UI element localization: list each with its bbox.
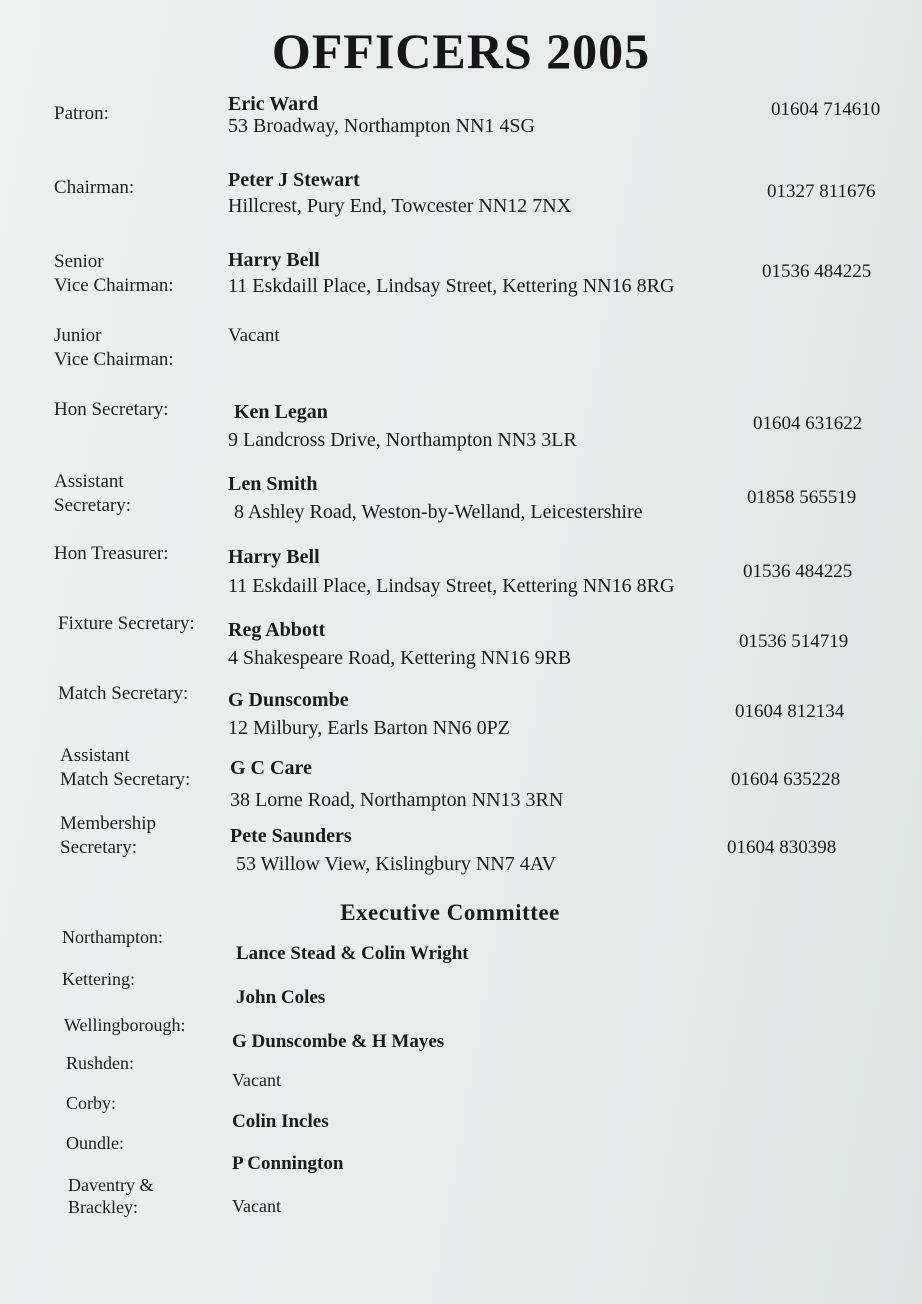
committee-area-label: Corby: bbox=[66, 1093, 117, 1113]
officer-address: 53 Willow View, Kislingbury NN7 4AV bbox=[236, 853, 557, 875]
officer-phone: 01604 830398 bbox=[727, 837, 837, 858]
role-label: Assistant Secretary: bbox=[54, 471, 132, 516]
officer-phone: 01604 631622 bbox=[753, 413, 863, 434]
role-label: Hon Treasurer: bbox=[54, 543, 169, 564]
committee-area-label: Oundle: bbox=[66, 1133, 124, 1153]
officer-name: Harry Bell bbox=[228, 546, 320, 568]
officer-address: 11 Eskdaill Place, Lindsay Street, Kettering NN16 8RG bbox=[228, 275, 675, 297]
role-label: Membership Secretary: bbox=[60, 813, 157, 858]
role-label: Senior Vice Chairman: bbox=[54, 251, 174, 296]
officer-name: Harry Bell bbox=[228, 249, 320, 271]
role-label: Assistant Match Secretary: bbox=[60, 745, 191, 790]
officer-phone: 01327 811676 bbox=[767, 181, 876, 202]
page-title: OFFICERS 2005 bbox=[271, 23, 651, 79]
role-label: Chairman: bbox=[54, 177, 135, 198]
officer-name: Reg Abbott bbox=[228, 619, 326, 641]
committee-area-label: Northampton: bbox=[62, 927, 163, 947]
vacant-label: Vacant bbox=[232, 1070, 281, 1090]
executive-committee-heading: Executive Committee bbox=[340, 900, 560, 925]
officer-phone: 01536 514719 bbox=[739, 631, 849, 652]
role-label: Junior Vice Chairman: bbox=[54, 325, 174, 370]
officer-address: 38 Lorne Road, Northampton NN13 3RN bbox=[230, 789, 564, 811]
officer-phone: 01604 714610 bbox=[771, 99, 881, 120]
officer-address: Hillcrest, Pury End, Towcester NN12 7NX bbox=[228, 195, 572, 217]
committee-area-label: Daventry & Brackley: bbox=[68, 1175, 154, 1217]
committee-area-label: Rushden: bbox=[66, 1053, 135, 1073]
vacant-label: Vacant bbox=[232, 1196, 281, 1216]
officer-address: 8 Ashley Road, Weston-by-Welland, Leicestershire bbox=[234, 501, 643, 523]
committee-member-name: P Connington bbox=[232, 1153, 344, 1174]
role-label: Patron: bbox=[54, 103, 109, 124]
officer-address: 12 Milbury, Earls Barton NN6 0PZ bbox=[228, 717, 511, 739]
officer-name: Peter J Stewart bbox=[228, 169, 360, 191]
committee-area-label: Wellingborough: bbox=[64, 1015, 186, 1035]
officer-address: 53 Broadway, Northampton NN1 4SG bbox=[228, 115, 536, 137]
officer-phone: 01604 812134 bbox=[735, 701, 845, 722]
officer-address: 9 Landcross Drive, Northampton NN3 3LR bbox=[228, 429, 577, 451]
officer-name: Pete Saunders bbox=[230, 825, 352, 847]
role-label: Match Secretary: bbox=[58, 683, 189, 704]
officer-phone: 01858 565519 bbox=[747, 487, 857, 508]
committee-member-name: Colin Incles bbox=[232, 1111, 329, 1132]
role-label: Fixture Secretary: bbox=[58, 613, 195, 634]
officer-address: 4 Shakespeare Road, Kettering NN16 9RB bbox=[228, 647, 572, 669]
officer-address: 11 Eskdaill Place, Lindsay Street, Kettering NN16 8RG bbox=[228, 575, 675, 597]
officer-phone: 01536 484225 bbox=[762, 261, 872, 282]
officer-phone: 01536 484225 bbox=[743, 561, 853, 582]
vacant-label: Vacant bbox=[228, 325, 280, 346]
officer-name: Eric Ward bbox=[228, 93, 319, 115]
officer-name: G C Care bbox=[230, 757, 312, 779]
officer-phone: 01604 635228 bbox=[731, 769, 841, 790]
committee-member-name: John Coles bbox=[236, 987, 326, 1008]
committee-area-label: Kettering: bbox=[62, 969, 135, 989]
committee-member-name: G Dunscombe & H Mayes bbox=[232, 1031, 445, 1052]
committee-member-name: Lance Stead & Colin Wright bbox=[236, 943, 469, 964]
officer-name: Len Smith bbox=[228, 473, 318, 495]
role-label: Hon Secretary: bbox=[54, 399, 169, 420]
officer-name: Ken Legan bbox=[234, 401, 328, 423]
officer-name: G Dunscombe bbox=[228, 689, 349, 711]
